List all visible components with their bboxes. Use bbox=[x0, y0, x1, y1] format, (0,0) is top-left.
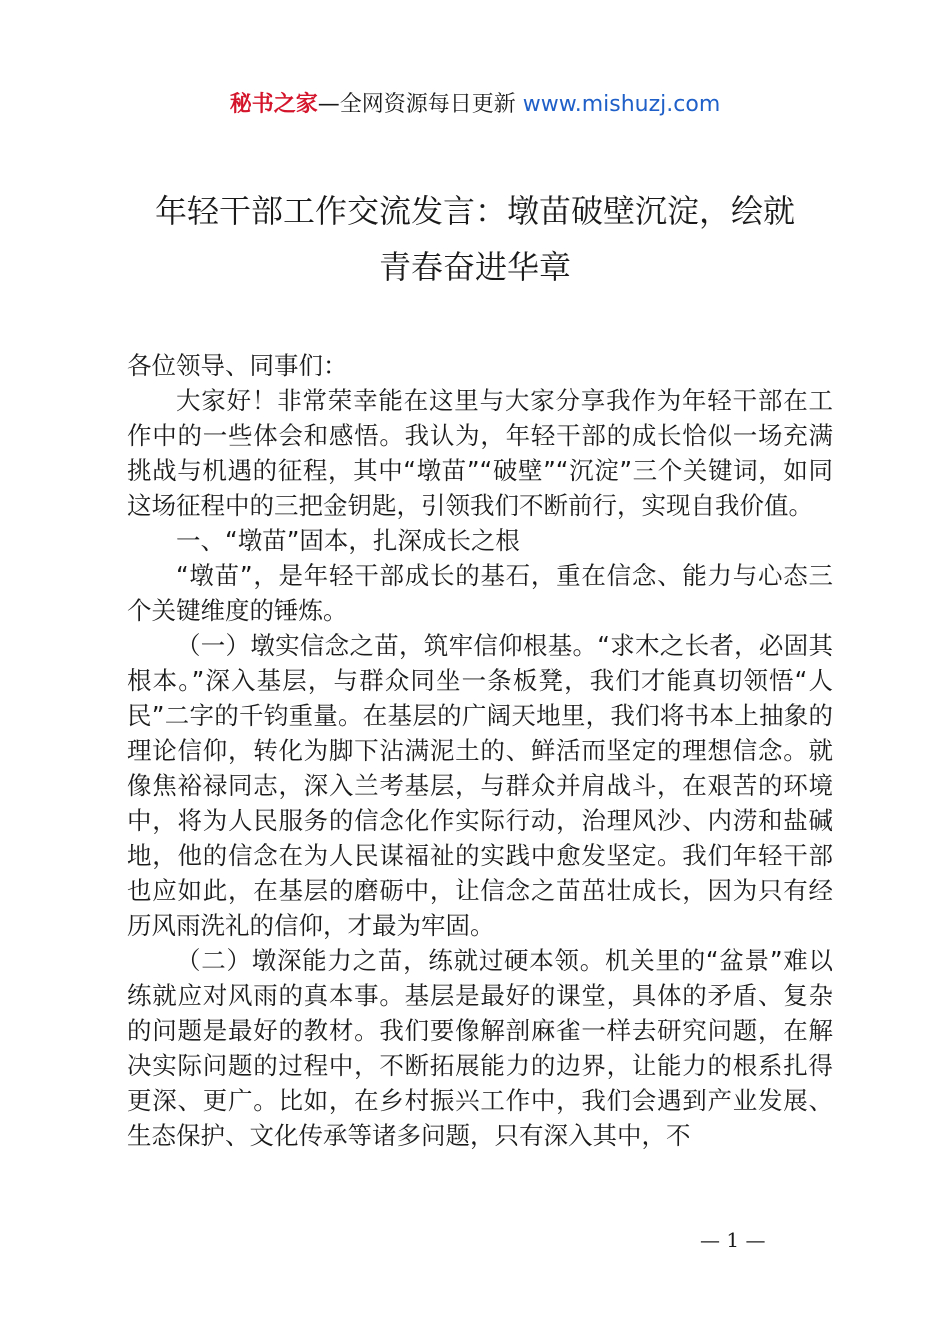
site-header bbox=[0, 90, 950, 120]
paragraph-subsection-1: （一）墩实信念之苗，筑牢信仰根基。“求木之长者，必固其根本。”深入基层，与群众同坐一条板凳，我们才能真切领悟“人民”二字的千钧重量。在基层的广阔天地里，我们将书本上抽象的理论信仰，转化为脚下沾满泥土的、鲜活而坚定的理想信念。就像焦裕禄同志，深入兰考基层，与群众并肩战斗，在艰苦的环境中，将为人民服务的信念化作实际行动，治理风沙、内涝和盐碱地，他的信念在为人民谋福祉的实践中愈发坚定。我们年轻干部也应如此，在基层的磨砺中，让信念之苗茁壮成长，因为只有经历风雨洗礼的信仰，才最为牢固。 bbox=[127, 631, 833, 940]
site-tagline: —全网资源每日更新 bbox=[317, 92, 523, 117]
document-body bbox=[127, 348, 833, 1153]
greeting: 各位领导、同事们： bbox=[127, 351, 348, 380]
site-url-link[interactable]: www.mishuzj.com bbox=[522, 92, 721, 117]
paragraph-subsection-2: （二）墩深能力之苗，练就过硬本领。机关里的“盆景”难以练就应对风雨的真本事。基层是最好的课堂，具体的矛盾、复杂的问题是最好的教材。我们要像解剖麻雀一样去研究问题，在解决实际问题的过程中，不断拓展能力的边界，让能力的根系扎得更深、更广。比如，在乡村振兴工作中，我们会遇到产业发展、生态保护、文化传承等诸多问题，只有深入其中，不 bbox=[127, 946, 833, 1150]
title-line-1: 年轻干部工作交流发言：墩苗破壁沉淀，绘就 bbox=[154, 192, 795, 230]
site-brand: 秘书之家 bbox=[229, 92, 318, 117]
page-number: — 1 — bbox=[700, 1228, 766, 1252]
title-line-2: 青春奋进华章 bbox=[378, 248, 571, 286]
paragraph-intro: 大家好！非常荣幸能在这里与大家分享我作为年轻干部在工作中的一些体会和感悟。我认为，年轻干部的成长恰似一场充满挑战与机遇的征程，其中“墩苗”“破壁”“沉淀”三个关键词，如同这场征程中的三把金钥匙，引领我们不断前行，实现自我价值。 bbox=[127, 386, 833, 520]
section-heading-1: 一、“墩苗”固本，扎深成长之根 bbox=[176, 526, 520, 555]
document-title bbox=[0, 183, 950, 295]
paragraph-section-intro: “墩苗”，是年轻干部成长的基石，重在信念、能力与心态三个关键维度的锤炼。 bbox=[127, 561, 833, 625]
